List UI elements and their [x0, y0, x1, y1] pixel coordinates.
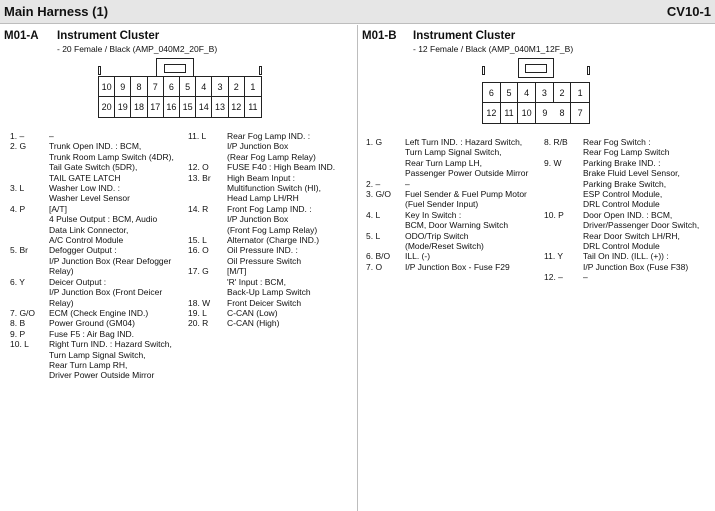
connector-name: Instrument Cluster	[413, 30, 516, 42]
pin-list-left	[366, 137, 544, 272]
pin-number: 3. G/O	[366, 189, 392, 200]
connector-spec: - 12 Female / Black (AMP_040M1_12F_B)	[413, 44, 574, 54]
pin-description: –	[405, 178, 410, 189]
pin-entry	[188, 318, 356, 328]
pin-entry	[10, 329, 188, 339]
pin-description: Door Open IND. : BCM, Driver/Passenger Door Switch, Rear Door Switch LH/RH, DRL Control Module	[583, 209, 700, 252]
pin-entry	[544, 251, 714, 272]
pin-cell: 17	[148, 97, 164, 117]
pin-cell: 6	[483, 83, 501, 103]
connector-section-m01-a	[0, 25, 357, 511]
pin-description: FUSE F40 : High Beam IND.	[227, 162, 336, 173]
pin-cell: 3	[536, 83, 554, 103]
connector-latch-inner	[164, 64, 186, 73]
pin-description: [M/T] 'R' Input : BCM, Back-Up Lamp Switch	[227, 266, 311, 298]
pin-description: Rear Fog Lamp IND. : I/P Junction Box (Rear Fog Lamp Relay)	[227, 131, 316, 162]
pin-entry	[188, 308, 356, 318]
pin-description: Fuel Sender & Fuel Pump Motor (Fuel Sender Input)	[405, 189, 527, 210]
pin-description: Power Ground (GM04)	[49, 318, 135, 329]
pin-cell: 2	[554, 83, 572, 103]
pin-number: 6. B/O	[366, 251, 391, 262]
pin-number: 20. R	[188, 318, 209, 329]
pin-cell: 8	[131, 77, 147, 97]
pin-entry	[10, 308, 188, 318]
pin-number: 9. P	[10, 328, 26, 339]
pin-number: 2. G	[10, 141, 27, 152]
pin-description: Oil Pressure IND. : Oil Pressure Switch	[227, 245, 302, 266]
pin-cell: 8	[554, 103, 572, 123]
pin-description: C-CAN (High)	[227, 318, 280, 329]
pin-description: Right Turn IND. : Hazard Switch, Turn Lamp Signal Switch, Rear Turn Lamp RH, Driver Power Outside Mirror	[49, 339, 172, 381]
pin-description: [A/T] 4 Pulse Output : BCM, Audio Data Link Connector, A/C Control Module	[49, 203, 158, 246]
pin-entry	[544, 272, 714, 282]
pin-description: Defogger Output : I/P Junction Box (Rear Defogger Relay)	[49, 245, 172, 277]
pin-description: ODO/Trip Switch (Mode/Reset Switch)	[405, 230, 484, 252]
pin-cell: 5	[501, 83, 519, 103]
pin-cell: 5	[180, 77, 196, 97]
pin-description: ILL. (-)	[405, 251, 431, 262]
connector-peg-left	[98, 66, 101, 75]
pin-cell: 18	[131, 97, 147, 117]
page-header	[0, 0, 715, 24]
pin-number: 19. L	[188, 307, 207, 318]
pin-number: 15. L	[188, 235, 207, 246]
pin-entry	[188, 131, 356, 162]
pin-grid	[98, 76, 262, 118]
pin-number: 18. W	[188, 297, 211, 308]
pin-cell: 9	[542, 108, 548, 118]
pin-number: 5. Br	[10, 245, 28, 256]
pin-description: Alternator (Charge IND.)	[227, 235, 320, 246]
pin-number: 12. –	[544, 272, 563, 283]
pin-description: ECM (Check Engine IND.)	[49, 307, 149, 318]
pin-description: Deicer Output : I/P Junction Box (Front Deicer Relay)	[49, 276, 163, 308]
pin-number: 1. –	[10, 131, 25, 141]
pin-cell: 7	[577, 108, 583, 118]
pin-description: Front Fog Lamp IND. : I/P Junction Box (Front Fog Lamp Relay)	[227, 203, 318, 235]
connector-diagram	[98, 58, 262, 122]
connector-peg-right	[259, 66, 262, 75]
pin-number: 8. B	[10, 318, 26, 329]
pin-cell: 7	[148, 77, 164, 97]
pin-number: 13. Br	[188, 172, 211, 183]
pin-number: 10. P	[544, 209, 564, 220]
pin-description: –	[49, 131, 54, 141]
pin-number: 17. G	[188, 266, 209, 277]
pin-cell: 12	[483, 103, 501, 123]
pin-entry	[188, 173, 356, 204]
connector-peg-left	[482, 66, 485, 75]
pin-cell: 1	[571, 83, 589, 103]
pin-description: I/P Junction Box - Fuse F29	[405, 261, 510, 272]
pin-number: 5. L	[366, 230, 381, 241]
pin-entry	[10, 339, 188, 381]
pin-cell: 9	[115, 77, 131, 97]
pin-entry	[544, 210, 714, 252]
pin-cell: 11	[501, 103, 519, 123]
pin-list-right	[544, 137, 714, 283]
pin-number: 14. R	[188, 203, 209, 214]
pin-description: High Beam Input : Multifunction Switch (HI), Head Lamp LH/RH	[227, 172, 321, 204]
pin-description: Left Turn IND. : Hazard Switch, Turn Lamp Signal Switch, Rear Turn Lamp LH, Passenger Power Outside Mirror	[405, 137, 529, 179]
pin-entry	[188, 266, 356, 297]
pin-entry	[366, 210, 544, 231]
pin-description: Parking Brake IND. : Brake Fluid Level Sensor, Parking Brake Switch, ESP Control Module, DRL Control Module	[583, 157, 680, 210]
pin-entry	[188, 298, 356, 308]
pin-description: Trunk Open IND. : BCM, Trunk Room Lamp Switch (4DR), Tail Gate Switch (5DR), TAIL GATE LATCH	[49, 141, 174, 183]
pin-cell: 12	[229, 97, 245, 117]
pin-number: 12. O	[188, 162, 209, 173]
pin-description: Key In Switch : BCM, Door Warning Switch	[405, 209, 509, 231]
pin-entry	[10, 183, 188, 204]
pin-cell: 13	[212, 97, 228, 117]
pin-cell: 19	[115, 97, 131, 117]
pin-description: Washer Low IND. : Washer Level Sensor	[49, 183, 130, 204]
pin-entry	[188, 162, 356, 172]
connector-spec: - 20 Female / Black (AMP_040M2_20F_B)	[57, 44, 218, 54]
harness-title: Main Harness (1)	[4, 4, 109, 19]
pin-number: 11. L	[188, 131, 207, 141]
pin-cell: 3	[212, 77, 228, 97]
pin-number: 2. –	[366, 178, 381, 189]
pin-number: 10. L	[10, 339, 29, 350]
pin-entry	[366, 251, 544, 261]
pin-cell: 16	[164, 97, 180, 117]
pin-entry	[366, 179, 544, 189]
pin-entry	[366, 137, 544, 179]
pin-number: 7. G/O	[10, 307, 36, 318]
pin-cell: 15	[180, 97, 196, 117]
pin-entry	[10, 277, 188, 308]
page-code: CV10-1	[666, 4, 711, 19]
pin-entry	[188, 235, 356, 245]
pin-cell: 14	[196, 97, 212, 117]
pin-entry	[544, 158, 714, 210]
pin-description: Rear Fog Switch : Rear Fog Lamp Switch	[583, 137, 670, 158]
pin-entry	[10, 318, 188, 328]
connector-peg-right	[587, 66, 590, 75]
pin-number: 3. L	[10, 183, 25, 194]
connector-section-m01-b	[358, 25, 715, 511]
pin-description: –	[583, 272, 588, 283]
pin-list-right	[188, 131, 356, 329]
pin-cell: 1	[245, 77, 261, 97]
pin-cell: 4	[196, 77, 212, 97]
connector-id: M01-A	[4, 30, 39, 42]
pin-cell: 6	[164, 77, 180, 97]
pin-grid	[482, 82, 590, 124]
pin-description: Fuse F5 : Air Bag IND.	[49, 328, 135, 339]
pin-number: 1. G	[366, 137, 383, 147]
connector-latch-inner	[525, 64, 547, 73]
pin-description: Front Deicer Switch	[227, 297, 302, 308]
connector-id: M01-B	[362, 30, 397, 42]
pin-entry	[10, 141, 188, 183]
pin-entry	[188, 245, 356, 266]
pin-description: Tail On IND. (ILL. (+)) : I/P Junction Box (Fuse F38)	[583, 251, 689, 272]
pin-number: 9. W	[544, 157, 562, 168]
pin-number: 4. P	[10, 203, 26, 214]
pin-list-left	[10, 131, 188, 381]
pin-cell: 10	[99, 77, 115, 97]
pin-cell: 2	[229, 77, 245, 97]
pin-number: 4. L	[366, 209, 381, 220]
pin-entry	[366, 231, 544, 252]
pin-entry	[366, 189, 544, 210]
pin-cell: 11	[248, 102, 258, 112]
pin-number: 11. Y	[544, 251, 564, 262]
connector-name: Instrument Cluster	[57, 30, 160, 42]
pin-entry	[10, 245, 188, 276]
pin-entry	[366, 262, 544, 272]
pin-entry	[10, 131, 188, 141]
pin-cell: 20	[99, 97, 115, 117]
pin-description: C-CAN (Low)	[227, 307, 278, 318]
pin-number: 7. O	[366, 261, 383, 272]
pin-entry	[10, 204, 188, 246]
pin-number: 6. Y	[10, 276, 25, 287]
pin-entry	[544, 137, 714, 158]
pin-number: 16. O	[188, 245, 209, 256]
pin-cell: 10	[518, 103, 536, 123]
connector-diagram	[482, 58, 590, 122]
pin-entry	[188, 204, 356, 235]
pin-cell: 4	[518, 83, 536, 103]
pin-number: 8. R/B	[544, 137, 568, 147]
